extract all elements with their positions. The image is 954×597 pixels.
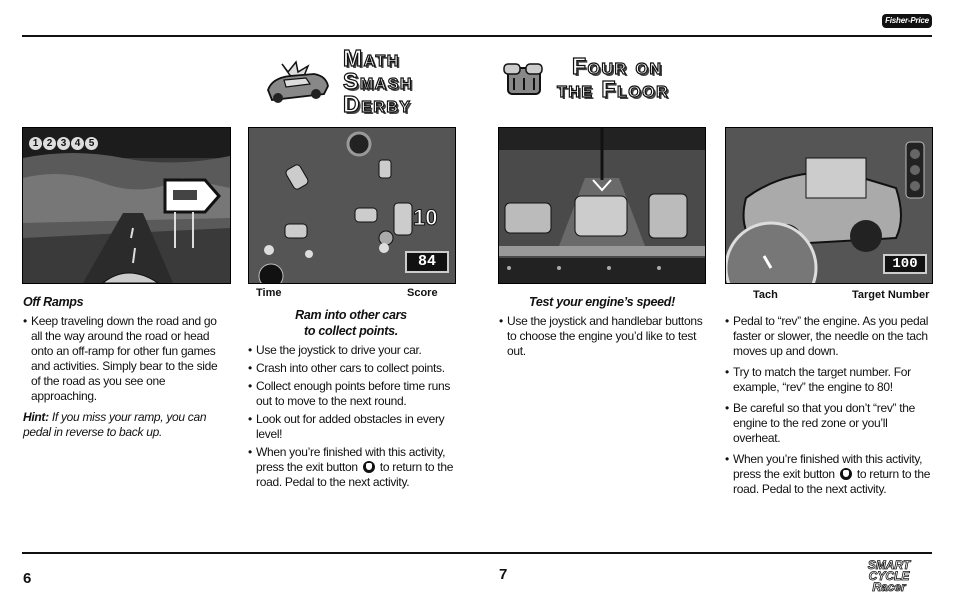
lap-indicators	[29, 137, 98, 150]
exit-text-before: When you’re finished with this activity, press the exit button	[733, 452, 923, 481]
off-ramps-heading: Off Ramps	[23, 295, 84, 309]
page-number-left: 6	[23, 570, 32, 587]
lap-digit: 3	[57, 137, 70, 150]
bullet-item: • Use the joystick to drive your car.	[248, 343, 454, 358]
bullet-item-exit	[725, 452, 931, 497]
lap-digit: 1	[29, 137, 42, 150]
bonus-value: 10	[413, 205, 438, 230]
bullet-item-exit	[248, 445, 454, 490]
page-number-right: 7	[499, 566, 508, 583]
bullet-item: • Keep traveling down the road and go all the way around the road or head onto an off-ramp for other fun games and activities. Simply bear to the side of the road as you see one approaching.	[23, 314, 229, 404]
engine-text	[499, 295, 705, 362]
math-heading	[248, 307, 454, 339]
bullet-item: • Be careful so that you don’t “rev” the engine to the red zone or you’ll overheat.	[725, 401, 931, 446]
title-line: the Floor	[557, 76, 670, 102]
lap-digit: 2	[43, 137, 56, 150]
bullet-item: • Collect enough points before time runs out to move to the next round.	[248, 379, 454, 409]
hint	[23, 410, 229, 440]
target-number-display: 100	[883, 254, 927, 274]
title-line: Smash	[343, 68, 413, 94]
engine-select-screenshot	[498, 127, 706, 284]
logo-line: Racer	[872, 580, 906, 594]
target-number-caption: Target Number	[852, 289, 930, 301]
math-smash-screenshot	[248, 127, 456, 284]
bullet-item: • Try to match the target number. For example, “rev” the engine to 80!	[725, 365, 931, 395]
lap-digit: 5	[85, 137, 98, 150]
exit-button-icon	[363, 461, 375, 473]
bullet-item: • Look out for added obstacles in every level!	[248, 412, 454, 442]
bullet-item: • Crash into other cars to collect points.	[248, 361, 454, 376]
tach-text	[725, 314, 931, 500]
four-on-the-floor-title	[557, 55, 669, 101]
bullet-item: • Pedal to “rev” the engine. As you pedal faster or slower, the needle on the tach moves up and down.	[725, 314, 931, 359]
time-caption: Time	[256, 287, 282, 299]
score-caption: Score	[407, 287, 438, 299]
math-smash-derby-title	[343, 47, 413, 116]
bottom-rule	[22, 552, 932, 554]
top-rule	[22, 35, 932, 37]
off-ramps-screenshot	[22, 127, 231, 284]
logo-line: SMART CYCLE	[867, 558, 911, 583]
math-heading-line: Ram into other cars	[295, 308, 407, 322]
hint-text: If you miss your ramp, you can pedal in reverse to back up.	[23, 410, 207, 439]
tach-caption: Tach	[753, 289, 778, 301]
math-heading-line: to collect points.	[304, 324, 398, 338]
title-line: Four on	[572, 53, 663, 79]
math-smash-text	[248, 307, 454, 493]
exit-text-after: to return to the road. Pedal to the next activity.	[256, 460, 454, 489]
title-line: Math	[343, 45, 400, 71]
bullet-item: • Use the joystick and handlebar buttons to choose the engine you’d like to test out.	[499, 314, 705, 359]
fisher-price-logo: Fisher-Price	[882, 14, 932, 28]
tach-screenshot	[725, 127, 933, 284]
hint-label: Hint:	[23, 410, 49, 424]
title-line: Derby	[343, 91, 412, 117]
smash-car-icon	[262, 60, 334, 106]
exit-button-icon	[840, 468, 852, 480]
bonus-points	[413, 205, 437, 231]
engine-heading: Test your engine’s speed!	[528, 295, 676, 309]
engine-icon	[500, 60, 548, 100]
exit-text-after: to return to the road. Pedal to the next activity.	[733, 467, 931, 496]
off-ramps-text	[23, 295, 229, 440]
smart-cycle-racer-logo	[846, 558, 932, 594]
score-display: 84	[405, 251, 449, 273]
exit-text-before: When you’re finished with this activity, press the exit button	[256, 445, 446, 474]
lap-digit: 4	[71, 137, 84, 150]
